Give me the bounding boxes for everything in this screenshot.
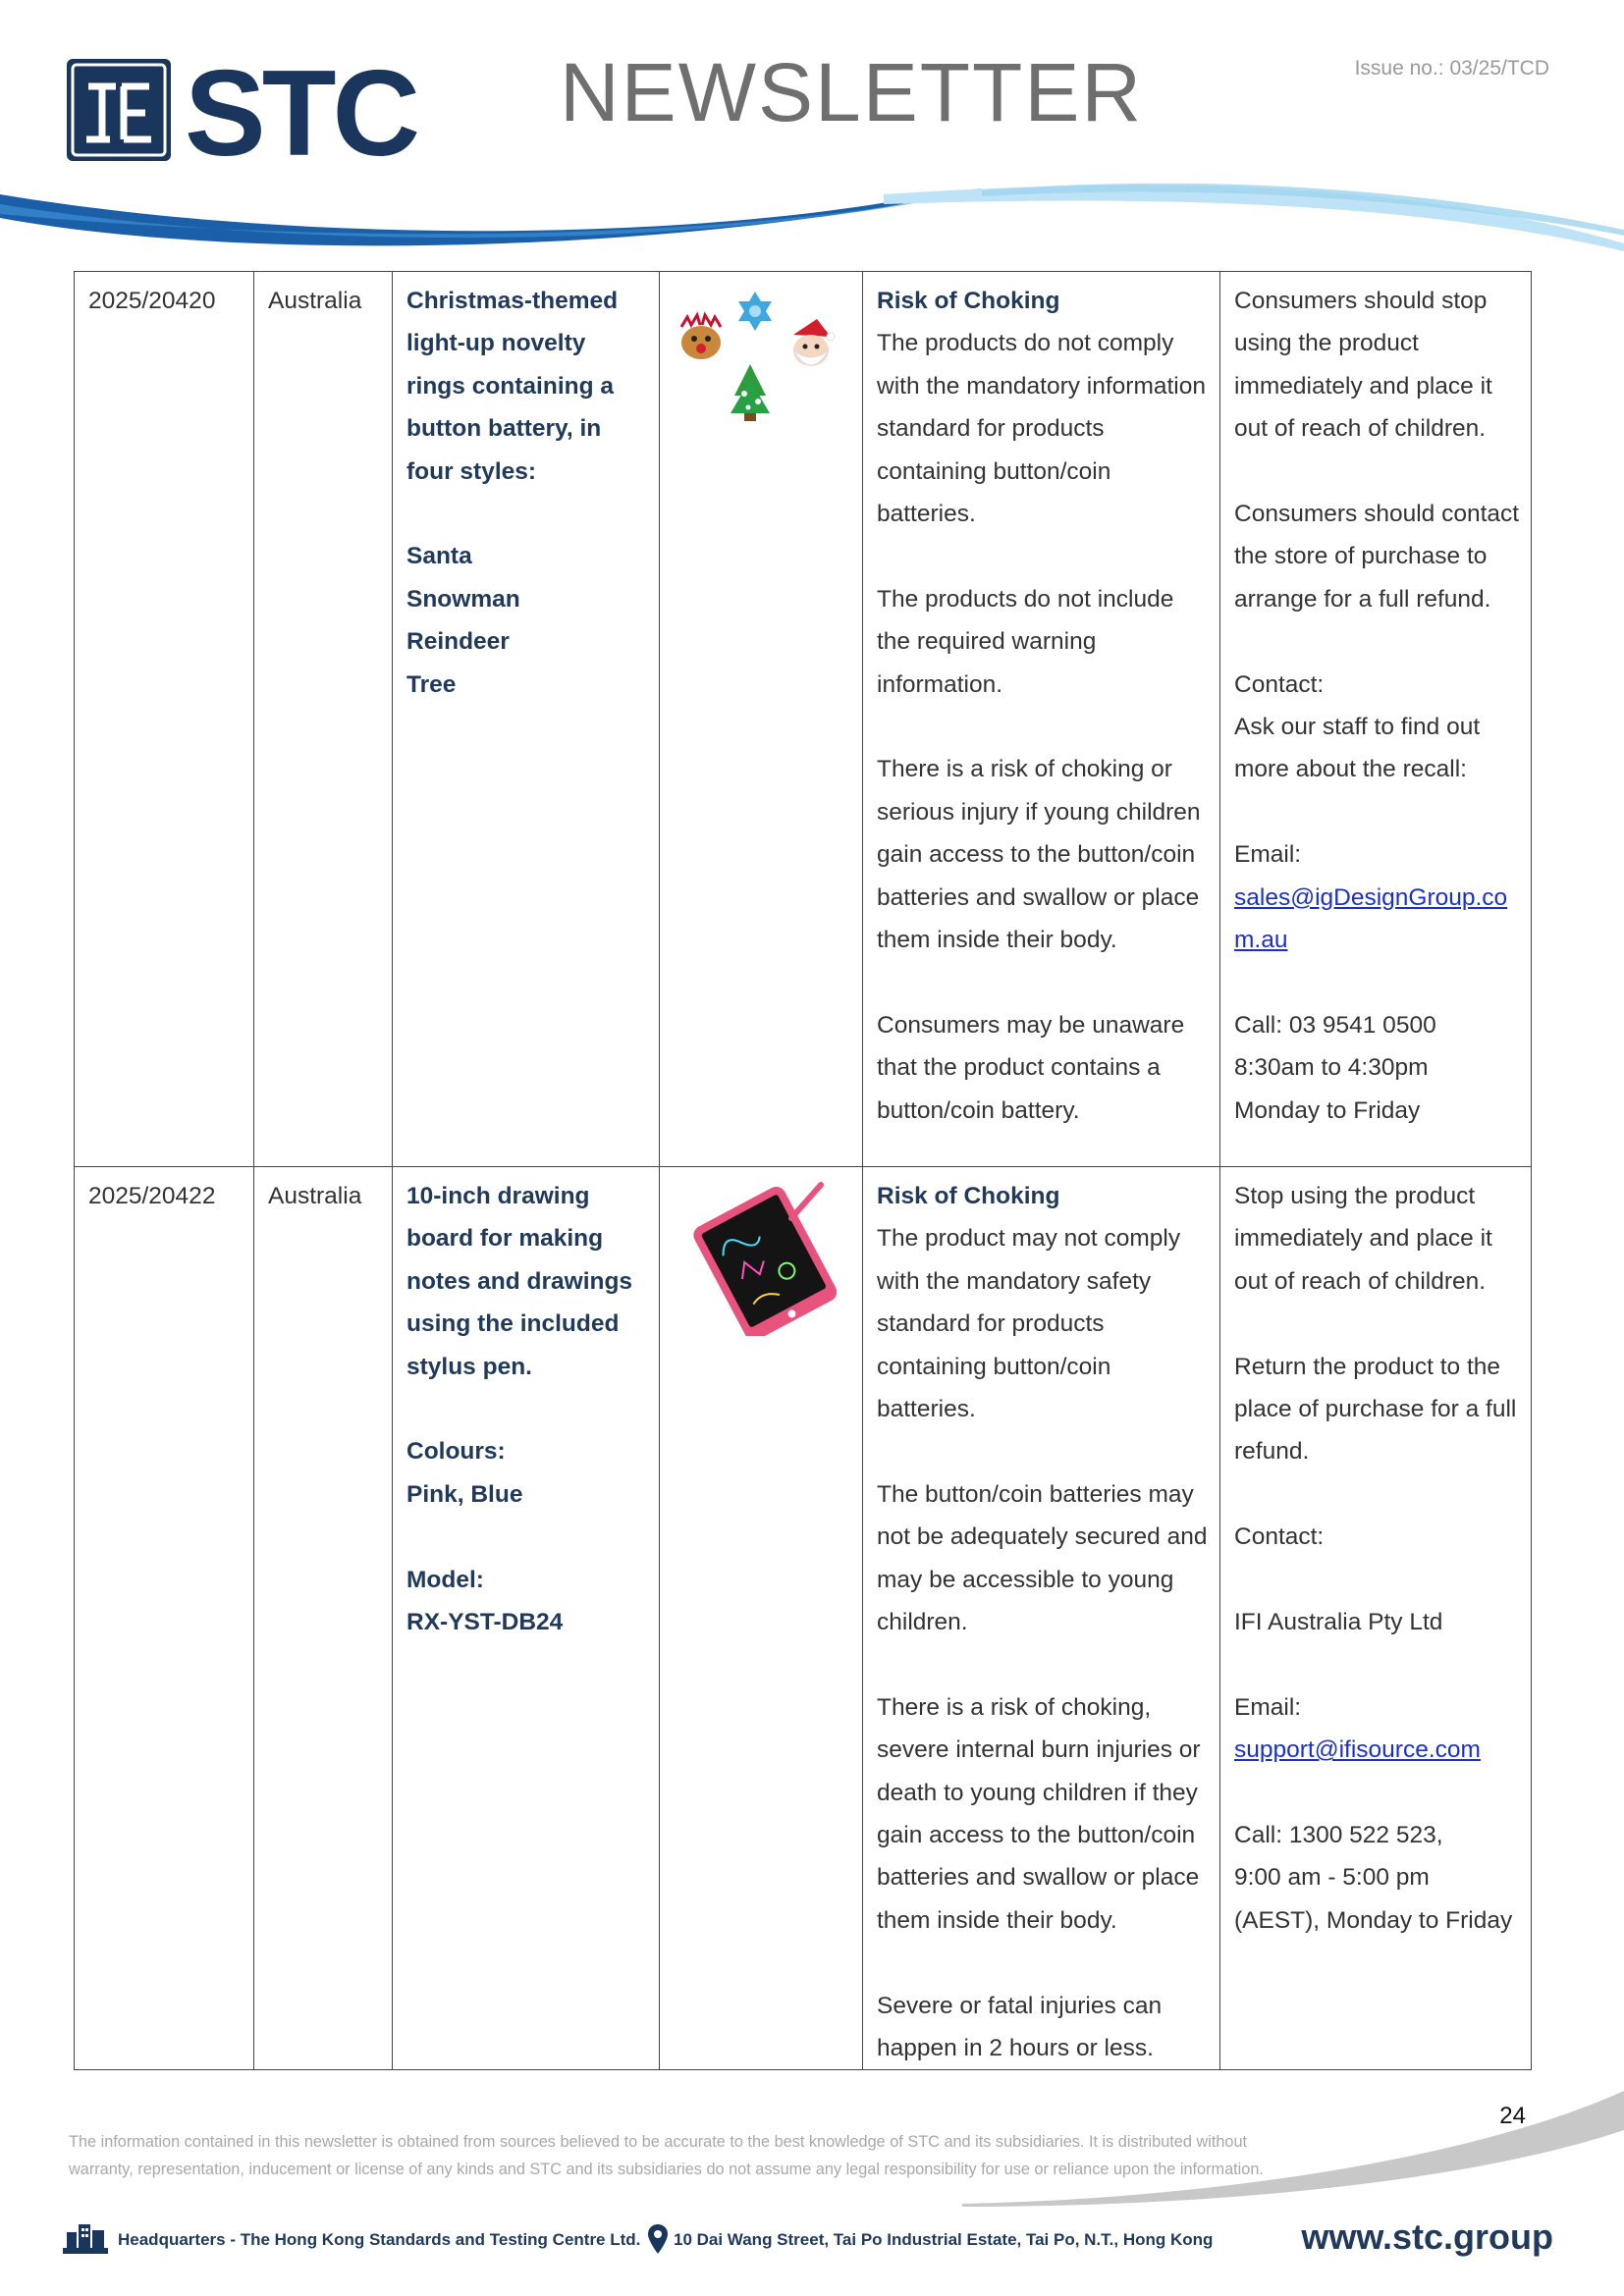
- consumer-action: [1220, 1167, 1532, 2070]
- hazard-title: Risk of Choking: [877, 1183, 1060, 1209]
- table-row: [75, 272, 1532, 1167]
- contact-label: Contact:: [1234, 1523, 1325, 1551]
- recall-table: [74, 271, 1532, 2070]
- building-icon: [63, 2220, 108, 2254]
- call-line: 9:00 am - 5:00 pm: [1234, 1864, 1430, 1892]
- christmas-rings-image: [674, 286, 850, 433]
- action-paragraph: Stop using the product immediately and place it out of reach of children.: [1234, 1183, 1492, 1295]
- consumer-action: [1220, 272, 1532, 1167]
- hazard-paragraph: There is a risk of choking, severe internal burn injuries or death to young children if they gain access to the button/coin batteries and swallow or place them inside their body.: [877, 1693, 1201, 1934]
- product-image-cell: [660, 1167, 863, 2070]
- email-link[interactable]: sales@igDesignGroup.com.au: [1234, 883, 1508, 954]
- action-paragraph: Return the product to the place of purchase for a full refund.: [1234, 1353, 1517, 1466]
- logo-letters: STC: [185, 57, 416, 163]
- country: Australia: [254, 272, 393, 1167]
- header-swoosh-decoration: [0, 175, 1624, 263]
- email-label: Email:: [1234, 1693, 1302, 1721]
- product-title: 10-inch drawing board for making notes and drawings using the included stylus pen.: [406, 1183, 633, 1380]
- model-value: RX-YST-DB24: [406, 1609, 564, 1636]
- hazard-paragraph: There is a risk of choking or serious injury if young children gain access to the button/coin batteries and swallow or place them inside their body.: [877, 756, 1201, 954]
- action-paragraph: Consumers should stop using the product immediately and place it out of reach of children.: [1234, 288, 1492, 443]
- hazard-paragraph: The products do not comply with the mandatory information standard for products containing button/coin batteries.: [877, 330, 1206, 528]
- colours-value: Pink, Blue: [406, 1480, 523, 1508]
- contact-text: Ask our staff to find out more about the recall:: [1234, 714, 1481, 783]
- disclaimer: The information contained in this newsletter is obtained from sources believed to be accurate to the best knowledge of STC and its subsidiaries. It is distributed without warranty, representation, inducement or license of any kinds and STC and its subsidiaries do not assume any legal responsibility for use or reliance upon the information.: [69, 2133, 1264, 2178]
- call-line: Call: 03 9541 0500: [1234, 1011, 1436, 1039]
- issue-number: Issue no.: 03/25/TCD: [1354, 57, 1549, 80]
- drawing-board-image: [674, 1179, 850, 1336]
- hazard-paragraph: The products do not include the required warning information.: [877, 585, 1174, 698]
- ref-number: 2025/20422: [75, 1167, 254, 2070]
- action-paragraph: Consumers should contact the store of purchase to arrange for a full refund.: [1234, 501, 1520, 613]
- hazard-paragraph: The product may not comply with the mandatory safety standard for products containing button/coin batteries.: [877, 1225, 1181, 1423]
- country: Australia: [254, 1167, 393, 2070]
- style-item: Snowman: [406, 585, 520, 613]
- stc-logo: [67, 57, 460, 163]
- company-name: IFI Australia Pty Ltd: [1234, 1609, 1443, 1636]
- product-image-cell: [660, 272, 863, 1167]
- call-line: Call: 1300 522 523,: [1234, 1822, 1443, 1849]
- email-link[interactable]: support@ifisource.com: [1234, 1736, 1481, 1764]
- style-item: Reindeer: [406, 628, 510, 656]
- email-label: Email:: [1234, 841, 1302, 869]
- table-row: [75, 1167, 1532, 2070]
- product-description: [393, 1167, 660, 2070]
- call-line: (AEST), Monday to Friday: [1234, 1906, 1513, 1934]
- ref-number: 2025/20420: [75, 272, 254, 1167]
- headquarters-text: Headquarters - The Hong Kong Standards and Testing Centre Ltd.: [118, 2230, 641, 2249]
- hazard-title: Risk of Choking: [877, 288, 1060, 314]
- contact-label: Contact:: [1234, 670, 1325, 698]
- newsletter-title: NEWSLETTER: [560, 46, 1144, 138]
- call-line: 8:30am to 4:30pm: [1234, 1054, 1429, 1082]
- website-link[interactable]: www.stc.group: [1301, 2216, 1553, 2257]
- hazard-description: [863, 1167, 1220, 2070]
- hazard-paragraph: Consumers may be unaware that the product contains a button/coin battery.: [877, 1011, 1185, 1124]
- hazard-description: [863, 272, 1220, 1167]
- style-item: Tree: [406, 670, 457, 698]
- colours-label: Colours:: [406, 1438, 506, 1466]
- hazard-paragraph: The button/coin batteries may not be adequately secured and may be accessible to young children.: [877, 1480, 1208, 1636]
- page-number: 24: [1499, 2103, 1526, 2129]
- call-line: Monday to Friday: [1234, 1096, 1421, 1124]
- address-text: 10 Dai Wang Street, Tai Po Industrial Estate, Tai Po, N.T., Hong Kong: [674, 2230, 1214, 2249]
- product-title: Christmas-themed light-up novelty rings containing a button battery, in four styles:: [406, 288, 619, 485]
- style-item: Santa: [406, 543, 472, 570]
- product-description: [393, 272, 660, 1167]
- hazard-paragraph: Severe or fatal injuries can happen in 2 hours or less.: [877, 1992, 1163, 2062]
- location-pin-icon: [648, 2224, 668, 2254]
- model-label: Model:: [406, 1566, 484, 1593]
